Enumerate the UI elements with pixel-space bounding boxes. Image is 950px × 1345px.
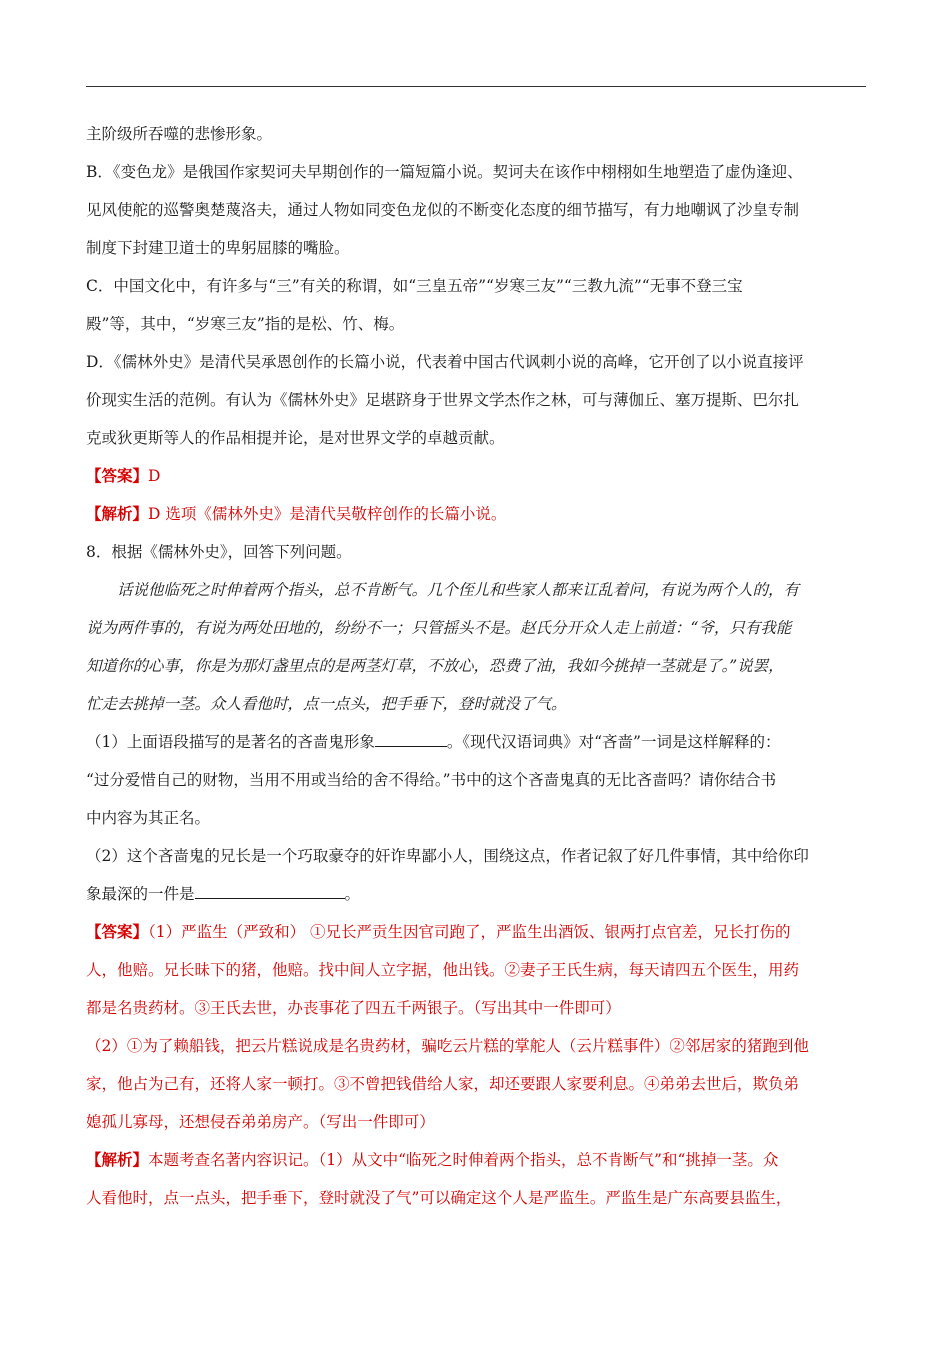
option-c-line: 殿”等，其中，“岁寒三友”指的是松、竹、梅。 (86, 315, 405, 333)
q8-answer-line: 家，他占为己有，还将人家一顿打。③不曾把钱借给人家，却还要跟人家要利息。④弟弟去世后，欺负弟 (86, 1075, 800, 1093)
option-d-line: 克或狄更斯等人的作品相提并论，是对世界文学的卓越贡献。 (86, 429, 505, 447)
option-c (86, 267, 866, 343)
q8-answer-line: 媳孤儿寡母，还想侵吞弟弟房产。（写出一件即可） (86, 1113, 435, 1131)
q8-answer (86, 913, 866, 1141)
analysis-text: 本题考查名著内容识记。（1）从文中“临死之时伸着两个指头，总不肯断气”和“挑掉一茎。众 (148, 1151, 779, 1169)
sub1-text: 。《现代汉语词典》对“吝啬”一词是这样解释的： (446, 733, 781, 751)
option-b (86, 153, 866, 267)
analysis-tag: 【解析】 (86, 1150, 149, 1169)
q8-passage (86, 571, 866, 723)
sub2-text: 象最深的一件是 (86, 885, 195, 903)
sub1-line (86, 723, 866, 761)
sub1-text: （1）上面语段描写的是著名的吝啬鬼形象 (86, 733, 375, 751)
sub2-text: 。 (344, 885, 361, 903)
passage-line: 知道你的心事，你是为那灯盏里点的是两茎灯草，不放心，恐费了油，我如今挑掉一茎就是了。”说罢， (86, 657, 784, 675)
q8-answer-line: 人，他赔。兄长昧下的猪，他赔。找中间人立字据，他出钱。②妻子王氏生病，每天请四五个医生，用药 (86, 961, 800, 979)
passage-line: 忙走去挑掉一茎。众人看他时，点一点头，把手垂下，登时就没了气。 (86, 695, 567, 713)
sub2-line (86, 875, 866, 913)
option-d-line: 价现实生活的范例。有认为《儒林外史》足堪跻身于世界文学杰作之林，可与薄伽丘、塞万提斯、巴尔扎 (86, 391, 800, 409)
option-c-line: C．中国文化中，有许多与“三”有关的称谓，如“三皇五帝”“岁寒三友”“三教九流”“无事不登三宝 (86, 277, 743, 295)
option-b-line: 见风使舵的巡警奥楚蔑洛夫，通过人物如同变色龙似的不断变化态度的细节描写，有力地嘲讽了沙皇专制 (86, 201, 800, 219)
answer-text: D (148, 467, 161, 485)
option-a-tail: 主阶级所吞噬的悲惨形象。 (86, 125, 273, 143)
q8-sub-question-1 (86, 723, 866, 837)
q7-analysis (86, 495, 866, 533)
q8-sub-question-2 (86, 837, 866, 913)
option-d (86, 343, 866, 457)
q8-stem: 8．根据《儒林外史》，回答下列问题。 (86, 543, 352, 561)
option-b-line: B．《变色龙》是俄国作家契诃夫早期创作的一篇短篇小说。契诃夫在该作中栩栩如生地塑造了虚伪逢迎、 (86, 163, 803, 181)
q8-analysis-line (86, 1141, 866, 1179)
q8-analysis-line: 人看他时，点一点头，把手垂下，登时就没了气”可以确定这个人是严监生。严监生是广东高要县监生， (86, 1189, 792, 1207)
sub1-line: “过分爱惜自己的财物，当用不用或当给的舍不得给。”书中的这个吝啬鬼真的无比吝啬吗？请你结合书 (86, 771, 777, 789)
answer-blank[interactable] (195, 880, 345, 899)
answer-tag: 【答案】 (86, 466, 149, 485)
passage-line: 说为两件事的，有说为两处田地的，纷纷不一；只管摇头不是。赵氏分开众人走上前道：“爷，只有我能 (86, 619, 792, 637)
analysis-text: D 选项《儒林外史》是清代吴敬梓创作的长篇小说。 (148, 505, 507, 523)
sub1-line: 中内容为其正名。 (86, 809, 211, 827)
analysis-tag: 【解析】 (86, 504, 149, 523)
answer-text: （1）严监生（严致和） ①兄长严贡生因官司跑了，严监生出酒饭、银两打点官差，兄长打伤的 (148, 923, 791, 941)
answer-tag: 【答案】 (86, 922, 149, 941)
q8-analysis (86, 1141, 866, 1217)
q8-answer-line: （2）①为了赖船钱，把云片糕说成是名贵药材，骗吃云片糕的掌舵人（云片糕事件）②邻居家的猪跑到他 (86, 1037, 809, 1055)
option-d-line: D．《儒林外史》是清代吴承恩创作的长篇小说，代表着中国古代讽刺小说的高峰，它开创了以小说直接评 (86, 353, 804, 371)
q8-answer-line: 都是名贵药材。③王氏去世，办丧事花了四五千两银子。（写出其中一件即可） (86, 999, 621, 1017)
header-rule (86, 86, 866, 87)
q8-answer-line (86, 913, 866, 951)
answer-blank[interactable] (375, 728, 447, 747)
passage-line: 话说他临死之时伸着两个指头，总不肯断气。几个侄儿和些家人都来讧乱着问，有说为两个人的，有 (117, 581, 800, 599)
document-page (86, 115, 866, 1217)
option-b-line: 制度下封建卫道士的卑躬屈膝的嘴脸。 (86, 239, 350, 257)
q7-answer (86, 457, 866, 495)
sub2-line: （2）这个吝啬鬼的兄长是一个巧取豪夺的奸诈卑鄙小人，围绕这点，作者记叙了好几件事情，其中给你印 (86, 847, 809, 865)
